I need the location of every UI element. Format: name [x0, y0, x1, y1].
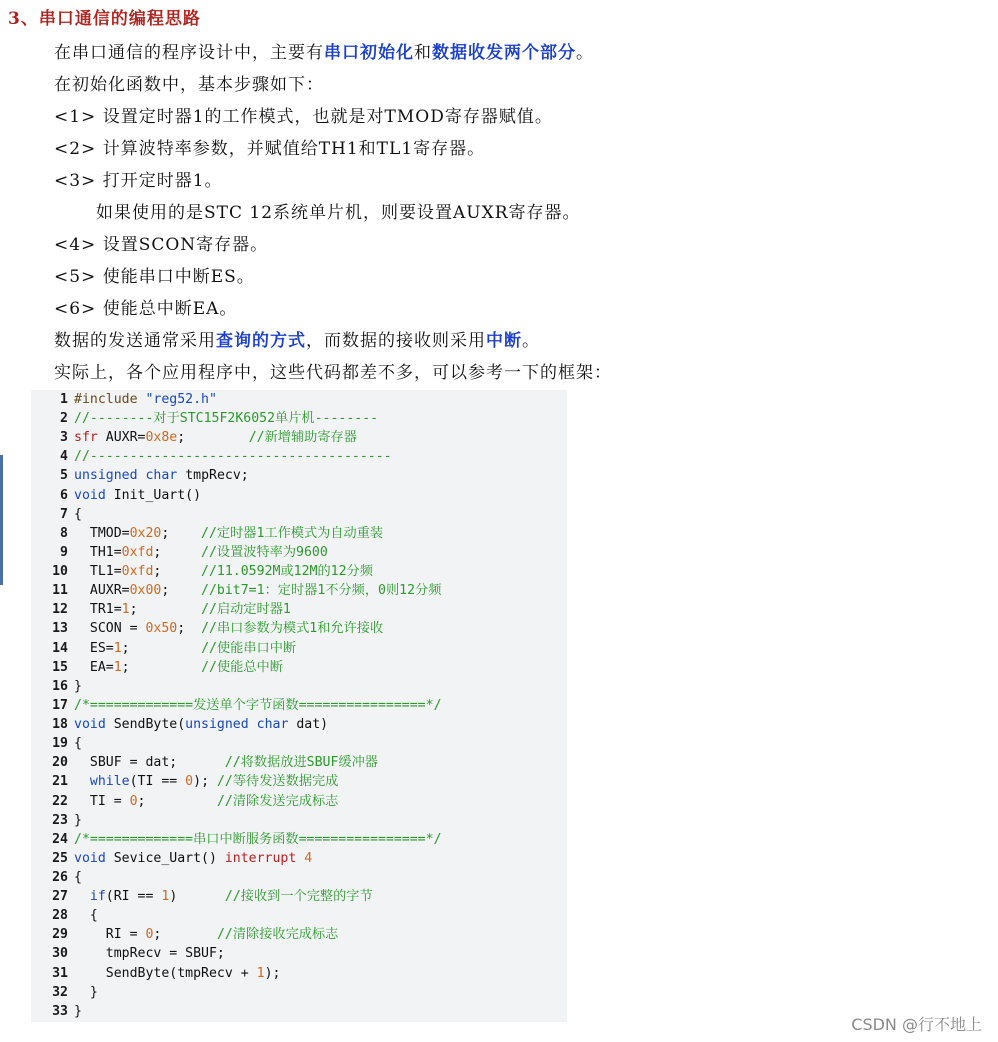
code-text: [74, 715, 328, 734]
code-token: tmpRecv;: [177, 468, 249, 484]
code-token: 1: [256, 965, 265, 981]
code-text: [74, 772, 338, 791]
code-token: //定时器1工作模式为自动重装: [201, 525, 384, 541]
line-number: 17: [52, 697, 68, 713]
line-number: 33: [52, 1003, 68, 1019]
code-text: [74, 811, 82, 830]
code-text: [74, 658, 283, 677]
code-token: 1: [121, 602, 130, 618]
line-number: 18: [52, 717, 68, 733]
line-number: 2: [60, 411, 68, 427]
line-number: 27: [52, 889, 68, 905]
code-token: ): [169, 889, 225, 905]
code-token: 0xfd: [121, 544, 154, 560]
code-token: interrupt: [224, 850, 297, 866]
code-text: [74, 543, 328, 562]
code-text: [74, 868, 82, 887]
code-token: ES=: [74, 640, 114, 656]
code-token: ;: [177, 430, 249, 446]
code-token: //bit7=1：定时器1不分频，0则12分频: [201, 583, 442, 599]
code-text: [74, 849, 312, 868]
code-token: ;: [137, 793, 217, 809]
paragraph-text: <5> 使能串口中断ES。: [54, 267, 255, 287]
paragraph: [54, 262, 255, 287]
highlight-text: 查询的方式: [216, 331, 306, 351]
paragraph: [54, 70, 324, 95]
code-text: [74, 562, 373, 581]
code-text: [74, 524, 383, 543]
code-token: if: [89, 889, 106, 905]
paragraph-text: 数据的发送通常采用: [54, 331, 216, 351]
paragraph: [54, 230, 268, 255]
paragraph-text: 在初始化函数中，基本步骤如下：: [54, 75, 324, 95]
code-text: [74, 486, 201, 505]
paragraph: [54, 294, 237, 319]
code-token: (RI ==: [105, 889, 162, 905]
code-token: 0x8e: [145, 430, 178, 446]
paragraph-text: 和: [414, 43, 432, 63]
code-text: [74, 447, 392, 466]
code-token: [74, 889, 90, 904]
code-token: {: [74, 506, 82, 522]
code-token: {: [74, 870, 82, 885]
code-token: }: [74, 984, 98, 1000]
code-text: [74, 753, 378, 772]
paragraph-text: 实际上，各个应用程序中，这些代码都差不多，可以参考一下的框架：: [54, 363, 612, 383]
code-token: ;: [161, 583, 202, 599]
code-text: [74, 466, 249, 485]
code-token: #include: [74, 392, 146, 407]
code-text: [74, 428, 357, 447]
paragraph: [54, 134, 485, 159]
code-token: ;: [129, 602, 202, 618]
code-token: while: [89, 774, 130, 790]
code-token: {: [74, 908, 98, 924]
paragraph-text: 如果使用的是STC 12系统单片机，则要设置AUXR寄存器。: [96, 203, 581, 223]
code-token: 1: [113, 659, 122, 675]
code-token: {: [74, 736, 82, 752]
code-token: ;: [121, 659, 202, 675]
code-token: 0xfd: [121, 564, 154, 580]
code-token: /*=============串口中断服务函数================*/: [74, 831, 442, 847]
code-text: [74, 906, 98, 925]
line-number: 5: [60, 468, 68, 484]
code-token: //设置波特率为9600: [201, 544, 328, 560]
code-token: TL1=: [74, 564, 122, 580]
paragraph: [54, 166, 223, 191]
code-token: 1: [161, 889, 170, 905]
left-edge-bar: [0, 455, 3, 585]
code-token: dat): [288, 717, 329, 733]
code-token: SBUF = dat;: [74, 755, 225, 771]
code-token: }: [74, 1003, 82, 1019]
highlight-text: 中断: [486, 331, 522, 351]
code-token: [249, 717, 257, 732]
paragraph: [54, 358, 612, 383]
code-token: "reg52.h": [145, 392, 217, 407]
code-token: AUXR=: [97, 430, 146, 446]
code-token: char: [145, 468, 178, 484]
code-token: //将数据放进SBUF缓冲器: [224, 755, 378, 771]
line-number: 11: [52, 583, 68, 599]
code-token: //--------------------------------------: [74, 449, 392, 465]
line-number: 3: [60, 430, 68, 446]
paragraph-text: 在串口通信的程序设计中，主要有: [54, 43, 324, 63]
line-number: 9: [60, 544, 68, 560]
code-token: TH1=: [74, 544, 122, 560]
code-token: 4: [304, 850, 313, 866]
code-token: void: [74, 487, 106, 503]
code-token: 0: [145, 927, 154, 943]
line-number: 20: [52, 755, 68, 771]
line-number: 6: [60, 487, 68, 503]
code-text: [74, 887, 373, 906]
code-token: ;: [161, 525, 202, 541]
code-token: /*=============发送单个字节函数================*/: [74, 697, 442, 713]
code-text: [74, 734, 82, 753]
code-token: //新增辅助寄存器: [248, 430, 357, 446]
line-number: 29: [52, 927, 68, 943]
line-number: 4: [60, 449, 68, 465]
line-number: 19: [52, 736, 68, 752]
code-token: unsigned: [74, 468, 138, 484]
code-text: [74, 696, 442, 715]
code-token: 0x50: [145, 621, 178, 637]
code-token: SCON =: [74, 621, 146, 637]
line-number: 21: [52, 774, 68, 790]
code-token: 1: [113, 640, 122, 656]
code-token: //清除接收完成标志: [216, 927, 339, 943]
paragraph-text: <1> 设置定时器1的工作模式，也就是对TMOD寄存器赋值。: [54, 107, 553, 127]
code-token: SendByte(tmpRecv +: [74, 965, 257, 981]
code-token: );: [193, 774, 217, 790]
code-text: [74, 1002, 82, 1021]
code-token: //使能串口中断: [201, 640, 297, 656]
code-text: [74, 505, 82, 524]
code-text: [74, 677, 82, 696]
code-token: Init_Uart(): [105, 487, 202, 503]
code-text: [74, 581, 441, 600]
code-text: [74, 390, 217, 409]
code-token: unsigned: [185, 717, 249, 733]
code-token: [74, 774, 90, 789]
line-number: 30: [52, 946, 68, 962]
line-number: 10: [52, 564, 68, 580]
code-text: [74, 983, 98, 1002]
code-token: void: [74, 717, 106, 733]
code-token: RI =: [74, 927, 146, 943]
paragraph: [54, 102, 553, 127]
paragraph: [54, 326, 540, 351]
paragraph-text: <2> 计算波特率参数，并赋值给TH1和TL1寄存器。: [54, 139, 486, 159]
line-number: 31: [52, 965, 68, 981]
code-token: AUXR=: [74, 583, 130, 599]
code-token: sfr: [74, 430, 98, 446]
code-token: 0: [129, 793, 138, 809]
code-token: //启动定时器1: [201, 602, 291, 618]
paragraph-text: 。: [522, 331, 540, 351]
code-text: [74, 409, 378, 428]
highlight-text: 数据收发两个部分: [432, 43, 576, 63]
code-text: [74, 619, 383, 638]
code-token: //串口参数为模式1和允许接收: [201, 621, 384, 637]
code-token: TI =: [74, 793, 130, 809]
code-token: EA=: [74, 659, 114, 675]
code-text: [74, 639, 296, 658]
code-token: //--------对于STC15F2K6052单片机--------: [74, 411, 379, 427]
line-number: 24: [52, 831, 68, 847]
line-number: 28: [52, 908, 68, 924]
code-token: ;: [121, 640, 202, 656]
code-token: 0x20: [129, 525, 162, 541]
code-token: SendByte(: [105, 717, 186, 733]
line-number: 22: [52, 793, 68, 809]
code-token: void: [74, 850, 106, 866]
code-token: TMOD=: [74, 525, 130, 541]
line-number: 14: [52, 640, 68, 656]
code-token: ;: [177, 621, 202, 637]
code-token: }: [74, 812, 82, 828]
code-token: //使能总中断: [201, 659, 283, 675]
code-token: }: [74, 678, 82, 694]
line-number: 23: [52, 812, 68, 828]
paragraph-text: 。: [576, 43, 594, 63]
paragraph: [96, 198, 581, 223]
code-token: 0x00: [129, 583, 162, 599]
code-token: (TI ==: [129, 774, 186, 790]
code-token: //11.0592M或12M的12分频: [201, 564, 373, 580]
code-token: );: [264, 965, 281, 981]
line-number: 32: [52, 984, 68, 1000]
line-number: 8: [60, 525, 68, 541]
code-text: [74, 925, 338, 944]
paragraph-text: <6> 使能总中断EA。: [54, 299, 238, 319]
line-number: 25: [52, 850, 68, 866]
section-heading: 3、串口通信的编程思路: [8, 9, 201, 29]
line-number: 15: [52, 659, 68, 675]
code-token: 0: [185, 774, 194, 790]
code-text: [74, 830, 442, 849]
paragraph-text: <4> 设置SCON寄存器。: [54, 235, 269, 255]
code-token: //清除发送完成标志: [216, 793, 339, 809]
highlight-text: 串口初始化: [324, 43, 414, 63]
code-token: Sevice_Uart(): [105, 850, 225, 866]
line-number: 1: [60, 392, 68, 407]
code-text: [74, 600, 291, 619]
code-token: ;: [153, 564, 202, 580]
code-text: [74, 964, 280, 983]
line-number: 13: [52, 621, 68, 637]
csdn-watermark: CSDN @行不地上: [851, 1015, 982, 1034]
code-token: char: [256, 717, 289, 733]
code-token: ;: [153, 544, 202, 560]
code-text: [74, 792, 338, 811]
code-block: [31, 390, 567, 1022]
code-token: //接收到一个完整的字节: [224, 889, 373, 905]
line-number: 12: [52, 602, 68, 618]
code-token: tmpRecv = SBUF;: [74, 946, 225, 962]
line-number: 7: [60, 506, 68, 522]
line-number: 26: [52, 870, 68, 885]
code-token: //等待发送数据完成: [216, 774, 339, 790]
paragraph-text: <3> 打开定时器1。: [54, 171, 223, 191]
paragraph-text: ，而数据的接收则采用: [306, 331, 486, 351]
code-token: TR1=: [74, 602, 122, 618]
line-number: 16: [52, 678, 68, 694]
code-text: [74, 944, 225, 963]
code-token: ;: [153, 927, 217, 943]
paragraph: [54, 38, 594, 63]
